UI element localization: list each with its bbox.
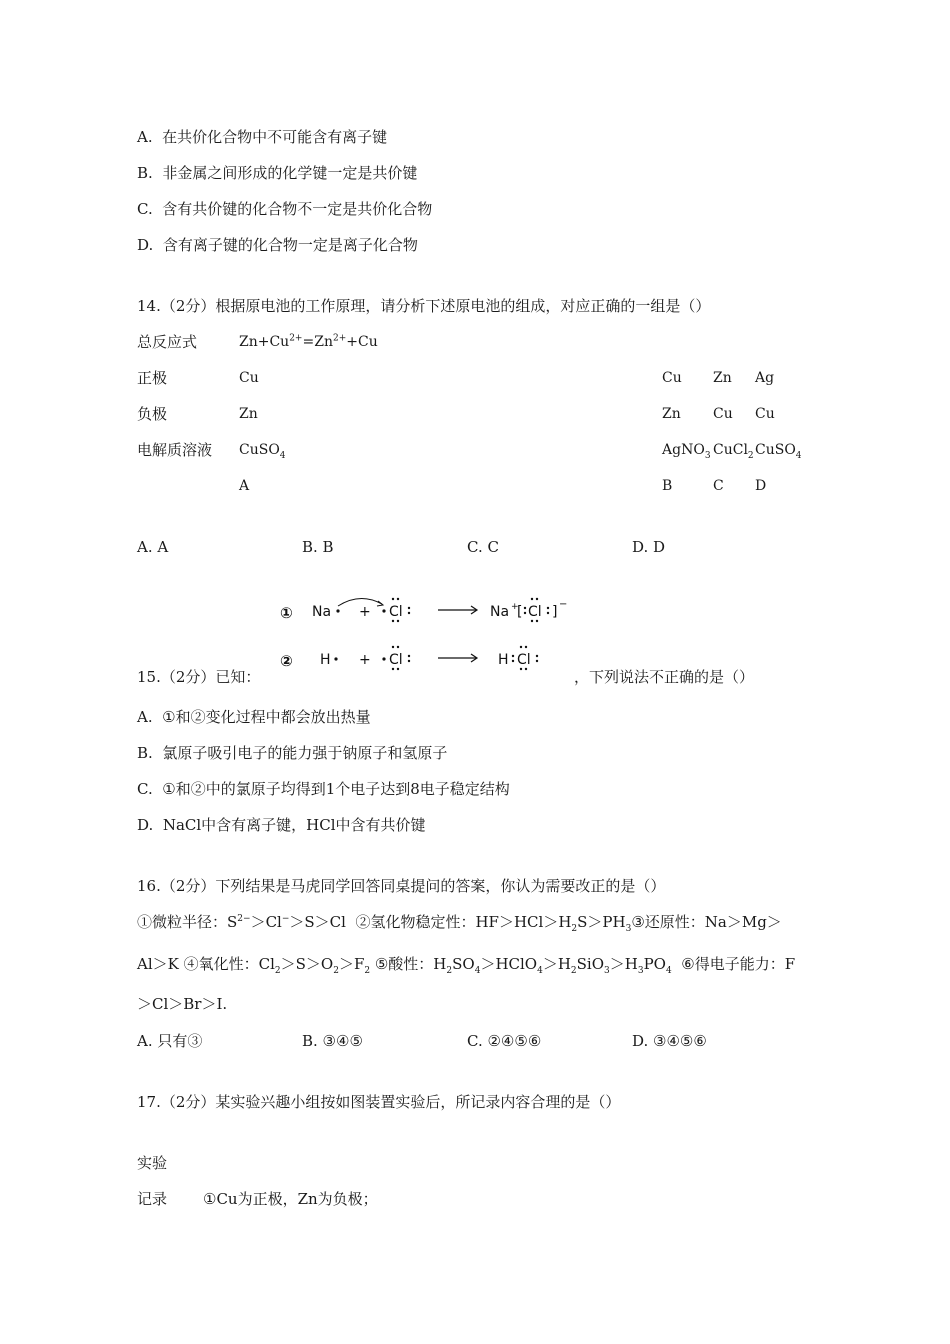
- q14-answer-a: A. A: [137, 538, 169, 556]
- eq1-cl-dot-r2: [408, 612, 410, 614]
- eq1-na-electron: [336, 609, 339, 612]
- eq2-p-dot-t1: [520, 646, 522, 648]
- eq1-p-dot-t2: [536, 598, 538, 600]
- q16-statement-line2: Al＞K ④氧化性：$Cl_2>S>O_2>F_2$ ⑤酸性：$H_2SO_4>HClO_4>H_2SiO_3>H_3PO_4$ ⑥得电子能力：F: [137, 955, 796, 976]
- q14-col-label-c: C: [713, 478, 724, 494]
- eq1-cl-dot-left: [382, 609, 385, 612]
- q14-c-negative: Cu: [713, 406, 733, 422]
- q14-answer-b: B. B: [302, 538, 334, 556]
- q13-option-a: A. 在共价化合物中不可能含有离子键: [137, 128, 388, 146]
- q14-d-negative: Cu: [755, 406, 775, 422]
- eq2-p-dot-l2: [512, 660, 514, 662]
- q16-answer-c: C. ②④⑤⑥: [467, 1032, 542, 1050]
- q15-stem-prefix: 15.（2分）已知：: [137, 668, 261, 686]
- eq2-plus: +: [359, 652, 371, 668]
- eq1-bracket-right: ]: [552, 604, 558, 620]
- q13-option-d: D. 含有离子键的化合物一定是离子化合物: [137, 236, 418, 254]
- eq2-h: H: [320, 652, 331, 668]
- eq1-plus-charge: +: [511, 602, 519, 612]
- q14-c-electrolyte: CuCl$_2$: [713, 442, 754, 461]
- eq1-p-dot-t1: [531, 598, 533, 600]
- eq2-cl-dot-left: [382, 657, 385, 660]
- q17-label-record: 记录: [137, 1190, 168, 1208]
- eq1-cl-dot-top2: [397, 598, 399, 600]
- eq2-number: ②: [280, 652, 293, 670]
- q15-option-b: B. 氯原子吸引电子的能力强于钠原子和氢原子: [137, 744, 448, 762]
- q17-record-item: ①Cu为正极，Zn为负极；: [203, 1190, 378, 1208]
- q14-answer-d: D. D: [632, 538, 666, 556]
- eq1-p-dot-b1: [531, 620, 533, 622]
- eq2-cl-dot-t2: [397, 646, 399, 648]
- q14-b-positive: Cu: [662, 370, 682, 386]
- eq2-p-dot-r2: [536, 660, 538, 662]
- q14-col-label-a: A: [239, 478, 250, 494]
- eq1-bracket-left: [: [517, 604, 523, 620]
- q15-option-d: D. NaCl中含有离子键，HCl中含有共价键: [137, 816, 426, 834]
- q14-row-label-negative: 负极: [137, 405, 168, 423]
- eq1-p-dot-r1: [547, 607, 549, 609]
- q16-answer-d: D. ③④⑤⑥: [632, 1032, 707, 1050]
- eq2-p-dot-b2: [525, 668, 527, 670]
- q14-stem: 14.（2分）根据原电池的工作原理，请分析下述原电池的组成，对应正确的一组是（）: [137, 297, 711, 315]
- electron-dot-diagram: [276, 588, 576, 674]
- eq2-cl-dot-b1: [392, 668, 394, 670]
- q17-label-experiment: 实验: [137, 1154, 168, 1172]
- eq1-cl-dot-r1: [408, 607, 410, 609]
- q14-row-label-reaction: 总反应式: [137, 333, 198, 351]
- eq2-product-h: H: [498, 652, 509, 668]
- q14-row-label-electrolyte: 电解质溶液: [137, 441, 213, 459]
- eq1-product-na: Na: [490, 604, 510, 620]
- eq2-product-cl: Cl: [517, 652, 531, 668]
- q14-answer-c: C. C: [467, 538, 499, 556]
- q16-statement-line3: ＞Cl＞Br＞I.: [137, 995, 228, 1013]
- q13-option-c: C. 含有共价键的化合物不一定是共价化合物: [137, 200, 433, 218]
- eq2-p-dot-t2: [525, 646, 527, 648]
- q15-option-c: C. ①和②中的氯原子均得到1个电子达到8电子稳定结构: [137, 780, 510, 798]
- eq1-cl: Cl: [389, 604, 403, 620]
- q14-c-positive: Zn: [713, 370, 732, 386]
- eq2-cl-dot-t1: [392, 646, 394, 648]
- eq2-h-electron: [334, 657, 337, 660]
- q14-d-positive: Ag: [755, 370, 775, 386]
- eq2-p-dot-b1: [520, 668, 522, 670]
- eq2-p-dot-l1: [512, 655, 514, 657]
- q14-d-electrolyte: CuSO$_4$: [755, 442, 802, 461]
- eq1-cl-dot-top1: [392, 598, 394, 600]
- eq1-p-dot-b2: [536, 620, 538, 622]
- q15-stem-suffix: ，下列说法不正确的是（）: [574, 668, 755, 686]
- eq2-p-dot-r1: [536, 655, 538, 657]
- eq2-cl-dot-r2: [408, 660, 410, 662]
- eq2-cl-dot-r1: [408, 655, 410, 657]
- eq1-cl-dot-bot2: [397, 620, 399, 622]
- q14-col-label-b: B: [662, 478, 673, 494]
- q14-a-electrolyte: CuSO$_4$: [239, 442, 286, 461]
- q16-answer-b: B. ③④⑤: [302, 1032, 363, 1050]
- eq1-number: ①: [280, 604, 293, 622]
- eq1-p-dot-r2: [547, 612, 549, 614]
- eq1-na: Na: [312, 604, 332, 620]
- q14-reaction: $Zn+Cu^{2+}=Zn^{2+}+Cu$: [239, 333, 378, 350]
- eq2-cl: Cl: [389, 652, 403, 668]
- q15-option-a: A. ①和②变化过程中都会放出热量: [137, 708, 371, 726]
- eq1-p-dot-l2: [524, 612, 526, 614]
- q16-statement-line1: ①微粒半径：$S^{2-}>Cl^->S>Cl$ ②氢化物稳定性：$HF>HCl>H_2S>PH_3③$还原性：Na＞Mg＞: [137, 913, 782, 934]
- q16-answer-a: A. 只有③: [137, 1032, 203, 1050]
- q14-row-label-positive: 正极: [137, 369, 168, 387]
- q14-b-electrolyte: AgNO$_3$: [662, 442, 711, 461]
- q13-option-b: B. 非金属之间形成的化学键一定是共价键: [137, 164, 418, 182]
- q14-a-positive: Cu: [239, 370, 259, 386]
- electron-dot-svg: [276, 588, 576, 674]
- q16-stem: 16.（2分）下列结果是马虎同学回答同桌提问的答案，你认为需要改正的是（）: [137, 877, 666, 895]
- q14-b-negative: Zn: [662, 406, 681, 422]
- eq2-cl-dot-b2: [397, 668, 399, 670]
- eq1-cl-dot-bot1: [392, 620, 394, 622]
- q14-col-label-d: D: [755, 478, 767, 494]
- eq1-minus-charge: −: [559, 599, 568, 610]
- q14-a-negative: Zn: [239, 406, 258, 422]
- eq1-plus: +: [359, 604, 371, 620]
- eq1-product-cl: Cl: [528, 604, 542, 620]
- eq1-p-dot-l1: [524, 607, 526, 609]
- q17-stem: 17.（2分）某实验兴趣小组按如图装置实验后，所记录内容合理的是（）: [137, 1093, 621, 1111]
